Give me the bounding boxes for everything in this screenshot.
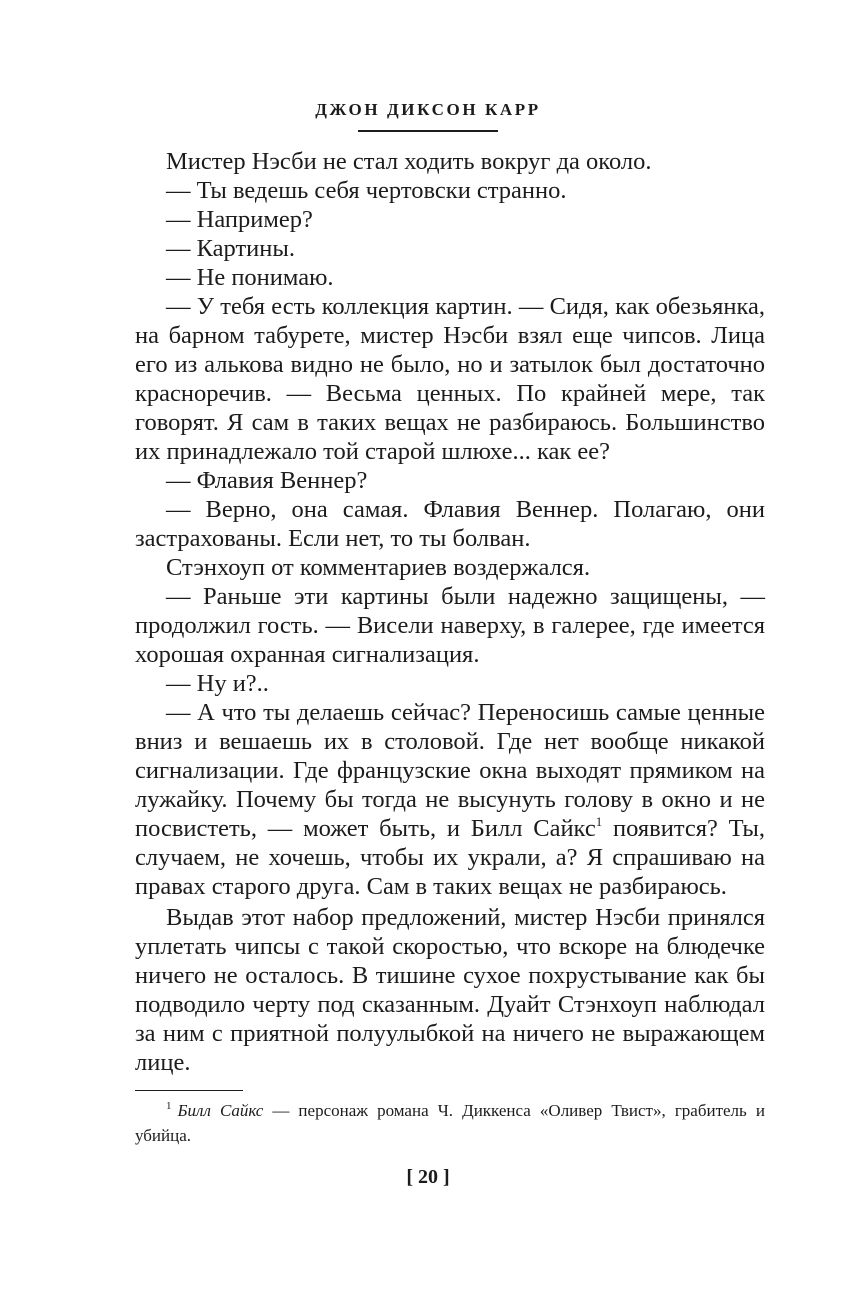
paragraph-text-before-ref: — А что ты делаешь сейчас? Переносишь самые ценные вниз и вешаешь их в столовой. Где нет вообще никакой сигнализации. Где французские окна выходят прямиком на лужайку. Почему бы тогда не высунуть голову в окно и не посвистеть, — может быть, и Билл Сайкс — [135, 699, 765, 842]
dialogue-line: — Раньше эти картины были надежно защищены, — продолжил гость. — Висели наверху, в галерее, где имеется хорошая охранная сигнализация. — [135, 583, 765, 668]
dialogue-line: — Ты ведешь себя чертовски странно. — [166, 177, 567, 204]
dialogue-line: — Ну и?.. — [166, 670, 269, 697]
dialogue-line: — У тебя есть коллекция картин. — Сидя, как обезьянка, на барном табурете, мистер Нэсби взял еще чипсов. Лица его из алькова видно не было, но и затылок был достаточно красноречив. — Весьма ценных. По крайней мере, так говорят. Я сам в таких вещах не разбираюсь. Большинство их принадлежало той старой шлюхе... как ее? — [135, 293, 765, 465]
dialogue-line: — Не понимаю. — [166, 264, 334, 291]
paragraph: Мистер Нэсби не стал ходить вокруг да около. — [166, 148, 652, 175]
page-number: [ 20 ] — [406, 1166, 450, 1188]
footnote-rule — [135, 1090, 243, 1091]
dialogue-line: — Флавия Веннер? — [166, 467, 368, 494]
dialogue-line — [135, 698, 765, 901]
body-text — [135, 147, 765, 1077]
running-head — [0, 98, 856, 132]
paragraph: Стэнхоуп от комментариев воздержался. — [166, 554, 591, 581]
running-head-rule — [358, 130, 498, 132]
footnote-name: Билл Сайкс — [177, 1101, 264, 1120]
running-head-title: ДЖОН ДИКСОН КАРР — [315, 100, 541, 119]
dialogue-line: — Например? — [166, 206, 313, 233]
footnote-text: — персонаж романа Ч. Диккенса «Оливер Твист», грабитель и убийца. — [135, 1101, 765, 1145]
paragraph-text-after-ref: появится? Ты, случаем, не хочешь, чтобы их украли, а? Я спрашиваю на правах старого друга. Сам в таких вещах не разбираюсь. — [135, 815, 765, 900]
footnote-reference[interactable]: 1 — [595, 814, 603, 829]
dialogue-line: — Картины. — [166, 235, 295, 262]
dialogue-line: — Верно, она самая. Флавия Веннер. Полагаю, они застрахованы. Если нет, то ты болван. — [135, 496, 765, 552]
footnote-number: 1 — [166, 1100, 172, 1112]
footnote — [135, 1098, 765, 1148]
paragraph: Выдав этот набор предложений, мистер Нэсби принялся уплетать чипсы с такой скоростью, что вскоре на блюдечке ничего не осталось. В тишине сухое похрустывание как бы подводило черту под сказанным. Дуайт Стэнхоуп наблюдал за ним с приятной полуулыбкой на ничего не выражающем лице. — [135, 904, 765, 1076]
